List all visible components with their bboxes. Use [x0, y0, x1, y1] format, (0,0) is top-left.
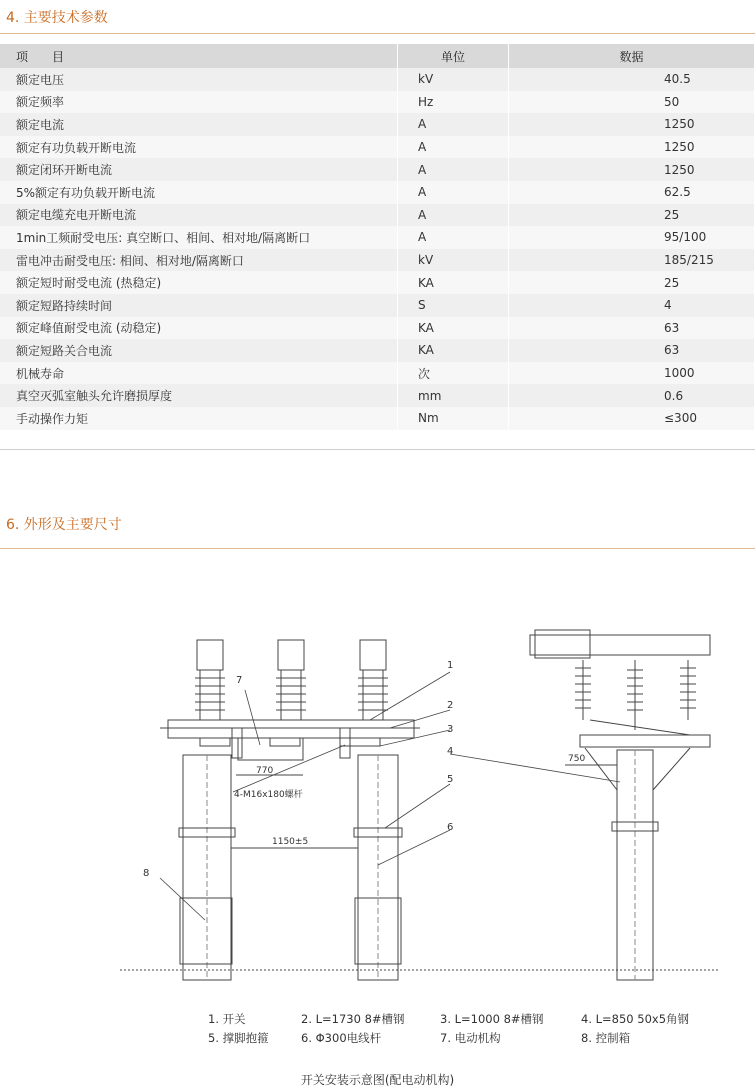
spec-item: 额定短路持续时间 — [0, 294, 398, 317]
spec-row — [0, 362, 755, 385]
spec-row — [0, 91, 755, 114]
installation-drawing — [0, 560, 755, 1000]
spec-unit: mm — [398, 384, 509, 407]
spec-row — [0, 226, 755, 249]
spec-row — [0, 181, 755, 204]
spec-row — [0, 249, 755, 272]
spec-unit: kV — [398, 68, 509, 91]
spec-unit: KA — [398, 317, 509, 340]
spec-row — [0, 384, 755, 407]
spec-item: 额定电流 — [0, 113, 398, 136]
spec-table — [0, 44, 755, 430]
spec-item: 额定有功负载开断电流 — [0, 136, 398, 159]
channel-beam — [160, 720, 420, 758]
spec-item: 5%额定有功负载开断电流 — [0, 181, 398, 204]
spec-item: 真空灭弧室触头允许磨损厚度 — [0, 384, 398, 407]
label-n7: 7 — [236, 675, 243, 686]
bolt-leader — [233, 745, 345, 792]
spec-value: 4 — [509, 294, 755, 317]
legend-5: 5. 撑脚抱箍 — [208, 1031, 269, 1045]
spec-unit: 次 — [398, 362, 509, 385]
spec-unit: KA — [398, 339, 509, 362]
label-n4: 4 — [447, 746, 454, 757]
label-n5: 5 — [447, 774, 454, 785]
dims-section-title: 6. 外形及主要尺寸 — [6, 517, 122, 533]
spec-value: 0.6 — [509, 384, 755, 407]
spec-unit: kV — [398, 249, 509, 272]
legend-4: 4. L=850 50x5角钢 — [581, 1012, 690, 1026]
side-view — [530, 630, 710, 980]
spec-value: 62.5 — [509, 181, 755, 204]
header-item: 项 目 — [0, 44, 398, 68]
spec-row — [0, 68, 755, 91]
spec-value: 63 — [509, 339, 755, 362]
label-dim-1150: 1150±5 — [272, 837, 309, 847]
spec-value: 25 — [509, 271, 755, 294]
spec-row — [0, 271, 755, 294]
spec-value: ≤300 — [509, 407, 755, 430]
spec-value: 1250 — [509, 136, 755, 159]
spec-unit: A — [398, 136, 509, 159]
spec-section-title: 4. 主要技术参数 — [6, 10, 108, 26]
spec-row — [0, 113, 755, 136]
legend-6: 6. Φ300电线杆 — [301, 1031, 382, 1045]
label-bolt: 4-M16x180螺杆 — [234, 790, 303, 800]
leader-lines — [160, 672, 620, 920]
spec-row — [0, 339, 755, 362]
spec-row — [0, 136, 755, 159]
spec-item: 额定峰值耐受电流 (动稳定) — [0, 317, 398, 340]
spec-value: 25 — [509, 204, 755, 227]
spec-value: 185/215 — [509, 249, 755, 272]
spec-row — [0, 407, 755, 430]
legend-7: 7. 电动机构 — [440, 1031, 501, 1045]
spec-row — [0, 204, 755, 227]
dims-title-rule — [0, 548, 755, 549]
spec-unit: S — [398, 294, 509, 317]
spec-item: 额定短时耐受电流 (热稳定) — [0, 271, 398, 294]
spec-item: 雷电冲击耐受电压: 相间、相对地/隔离断口 — [0, 249, 398, 272]
spec-unit: Hz — [398, 91, 509, 114]
spec-item: 额定电缆充电开断电流 — [0, 204, 398, 227]
spec-unit: Nm — [398, 407, 509, 430]
spec-item: 额定短路关合电流 — [0, 339, 398, 362]
spec-row — [0, 294, 755, 317]
legend-2: 2. L=1730 8#槽钢 — [301, 1012, 405, 1026]
spec-item: 机械寿命 — [0, 362, 398, 385]
label-n6: 6 — [447, 822, 454, 833]
header-unit: 单位 — [398, 44, 509, 68]
spec-title-rule — [0, 33, 755, 34]
label-n3: 3 — [447, 724, 454, 735]
spec-unit: KA — [398, 271, 509, 294]
spec-value: 1250 — [509, 113, 755, 136]
drawing-caption: 开关安装示意图(配电动机构) — [300, 1073, 455, 1087]
label-n1: 1 — [447, 660, 454, 671]
label-dim-770: 770 — [256, 766, 274, 776]
legend-3: 3. L=1000 8#槽钢 — [440, 1012, 544, 1026]
legend-8: 8. 控制箱 — [581, 1031, 631, 1045]
spec-value: 63 — [509, 317, 755, 340]
pole-left — [179, 755, 235, 980]
spec-value: 1000 — [509, 362, 755, 385]
spec-unit: A — [398, 113, 509, 136]
spec-item: 1min工频耐受电压: 真空断口、相间、相对地/隔离断口 — [0, 226, 398, 249]
spec-row — [0, 158, 755, 181]
pole-right — [354, 755, 402, 980]
label-dim-750: 750 — [568, 754, 586, 764]
spec-value: 95/100 — [509, 226, 755, 249]
spec-item: 额定频率 — [0, 91, 398, 114]
insulators-front — [195, 640, 388, 720]
spec-item: 额定闭环开断电流 — [0, 158, 398, 181]
spec-value: 40.5 — [509, 68, 755, 91]
spec-table-header — [0, 44, 755, 68]
spec-unit: A — [398, 204, 509, 227]
spec-unit: A — [398, 158, 509, 181]
spec-value: 1250 — [509, 158, 755, 181]
label-n8: 8 — [143, 868, 150, 879]
spec-unit: A — [398, 226, 509, 249]
spec-row — [0, 317, 755, 340]
legend-1: 1. 开关 — [208, 1012, 246, 1026]
spec-table-bottom-rule — [0, 449, 755, 450]
label-n2: 2 — [447, 700, 454, 711]
spec-unit: A — [398, 181, 509, 204]
spec-item: 手动操作力矩 — [0, 407, 398, 430]
spec-value: 50 — [509, 91, 755, 114]
header-value: 数据 — [509, 44, 755, 68]
spec-item: 额定电压 — [0, 68, 398, 91]
